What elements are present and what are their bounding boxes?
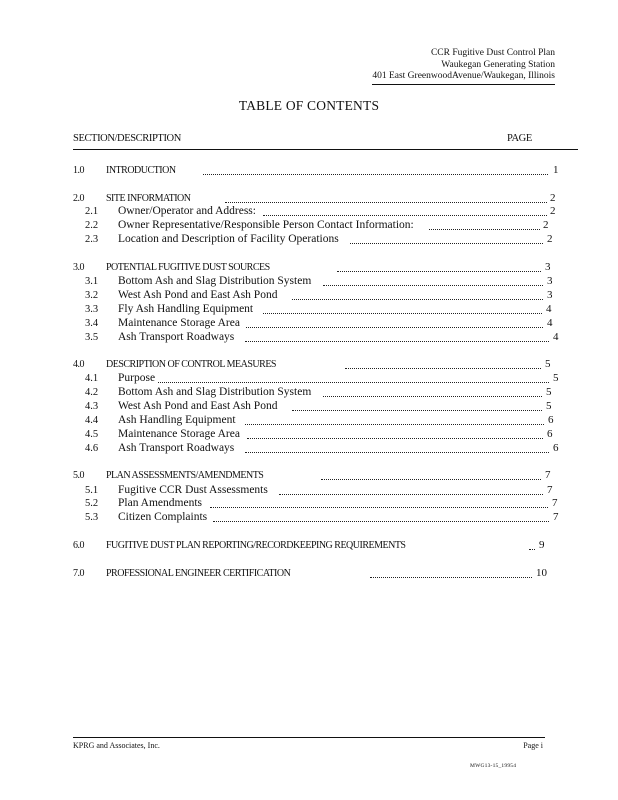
toc-entry-title: Owner/Operator and Address: (118, 205, 256, 217)
dot-leader (337, 261, 541, 272)
toc-entry-number: 4.2 (85, 387, 99, 398)
toc-entry-number: 3.5 (85, 332, 99, 343)
toc-entry-title: PLAN ASSESSMENTS/AMENDMENTS (106, 470, 264, 481)
toc-entry-title: Maintenance Storage Area (118, 317, 240, 329)
toc-entry-page: 5 (545, 358, 551, 370)
page-title: TABLE OF CONTENTS (238, 98, 380, 113)
toc-section-entry (73, 192, 563, 205)
toc-entry-number: 3.0 (73, 262, 84, 273)
toc-entry-title: Purpose (118, 372, 156, 384)
toc-subsection-entry (73, 275, 563, 288)
toc-subsection-entry (73, 400, 563, 413)
dot-leader (245, 331, 549, 342)
toc-entry-page: 5 (546, 400, 552, 412)
toc-entry-number: 6.0 (73, 540, 84, 551)
dot-leader (370, 567, 532, 578)
toc-entry-page: 5 (553, 372, 559, 384)
toc-entry-page: 4 (553, 331, 559, 343)
toc-subsection-entry (73, 233, 563, 246)
toc-section-entry (73, 567, 563, 580)
toc-entry-page: 3 (547, 275, 553, 287)
toc-entry-title: West Ash Pond and East Ash Pond (118, 400, 278, 412)
toc-subsection-entry (73, 484, 563, 497)
toc-entry-title: Bottom Ash and Slag Distribution System (118, 386, 312, 398)
toc-section-entry (73, 539, 563, 552)
toc-subsection-entry (73, 414, 563, 427)
toc-entry-title: Plan Amendments (118, 497, 203, 509)
toc-subsection-entry (73, 372, 563, 385)
toc-subsection-entry (73, 317, 563, 330)
toc-entry-page: 3 (547, 289, 553, 301)
toc-entry-title: DESCRIPTION OF CONTROL MEASURES (106, 359, 276, 370)
toc-entry-title: INTRODUCTION (106, 165, 176, 176)
toc-entry-title: Fugitive CCR Dust Assessments (118, 484, 268, 496)
toc-entry-title: Ash Transport Roadways (118, 331, 235, 343)
toc-entry-page: 9 (539, 539, 545, 551)
toc-entry-title: Location and Description of Facility Operations (118, 233, 339, 245)
toc-entry-page: 6 (547, 428, 553, 440)
dot-leader (279, 484, 543, 495)
toc-entry-number: 3.4 (85, 318, 99, 329)
dot-leader (247, 428, 543, 439)
toc-entry-number: 3.1 (85, 276, 99, 287)
toc-entry-title: Citizen Complaints (118, 511, 208, 523)
dot-leader (245, 442, 549, 453)
toc-entry-number: 3.2 (85, 290, 99, 301)
toc-entry-title: Bottom Ash and Slag Distribution System (118, 275, 312, 287)
toc-entry-number: 1.0 (73, 165, 84, 176)
toc-subsection-entry (73, 497, 563, 510)
dot-leader (203, 164, 548, 175)
toc-entry-title: Ash Transport Roadways (118, 442, 235, 454)
toc-entry-number: 4.6 (85, 443, 99, 454)
header-plan-title: CCR Fugitive Dust Control Plan (430, 48, 555, 58)
toc-entry-number: 4.4 (85, 415, 99, 426)
toc-subsection-entry (73, 303, 563, 316)
toc-subsection-entry (73, 428, 563, 441)
dot-leader (210, 497, 548, 508)
toc-subsection-entry (73, 511, 563, 524)
document-code: MWG13-15_19954 (470, 763, 517, 769)
dot-leader (213, 511, 549, 522)
dot-leader (292, 289, 543, 300)
toc-entry-number: 2.0 (73, 193, 84, 204)
dot-leader (263, 205, 547, 216)
toc-entry-number: 4.3 (85, 401, 99, 412)
toc-subsection-entry (73, 289, 563, 302)
dot-leader (323, 275, 543, 286)
footer-company: KPRG and Associates, Inc. (73, 741, 160, 750)
toc-entry-number: 3.3 (85, 304, 99, 315)
dot-leader (292, 400, 542, 411)
toc-entry-page: 4 (546, 303, 552, 315)
toc-entry-number: 2.3 (85, 234, 99, 245)
toc-entry-number: 4.0 (73, 359, 84, 370)
toc-entry-title: POTENTIAL FUGITIVE DUST SOURCES (106, 262, 270, 273)
toc-entry-page: 7 (553, 511, 559, 523)
dot-leader (321, 469, 541, 480)
dot-leader (225, 192, 547, 203)
dot-leader (323, 386, 542, 397)
toc-entry-page: 1 (553, 164, 559, 176)
dot-leader (345, 358, 541, 369)
toc-entry-number: 5.1 (85, 485, 99, 496)
dot-leader (246, 317, 543, 328)
dot-leader (263, 303, 542, 314)
toc-entry-title: PROFESSIONAL ENGINEER CERTIFICATION (106, 568, 291, 579)
toc-entry-page: 2 (550, 205, 556, 217)
toc-subsection-entry (73, 442, 563, 455)
toc-section-entry (73, 469, 563, 482)
section-column-label: SECTION/DESCRIPTION (73, 133, 181, 144)
toc-entry-number: 2.1 (85, 206, 99, 217)
toc-entry-page: 4 (547, 317, 553, 329)
document-header (372, 48, 555, 85)
header-station: Waukegan Generating Station (441, 59, 555, 70)
toc-entry-title: West Ash Pond and East Ash Pond (118, 289, 278, 301)
toc-section-entry (73, 261, 563, 274)
toc-entry-number: 7.0 (73, 568, 84, 579)
toc-entry-page: 7 (547, 484, 553, 496)
toc-entry-page: 10 (536, 567, 547, 579)
toc-column-header (73, 133, 578, 150)
toc-subsection-entry (73, 219, 563, 232)
page-footer (73, 737, 545, 750)
toc-entry-number: 5.0 (73, 470, 84, 481)
toc-entry-page: 3 (545, 261, 551, 273)
toc-entry-page: 2 (547, 233, 553, 245)
dot-leader (529, 539, 535, 550)
toc-entry-number: 2.2 (85, 220, 99, 231)
toc-subsection-entry (73, 331, 563, 344)
header-address: 401 East GreenwoodAvenue/Waukegan, Illinois (372, 71, 555, 85)
toc-entry-page: 6 (553, 442, 559, 454)
toc-section-entry (73, 358, 563, 371)
toc-entry-title: Fly Ash Handling Equipment (118, 303, 254, 315)
dot-leader (245, 414, 544, 425)
toc-entry-page: 7 (552, 497, 558, 509)
toc-entry-page: 2 (543, 219, 549, 231)
toc-subsection-entry (73, 386, 563, 399)
dot-leader (350, 233, 543, 244)
page-column-label: PAGE (507, 133, 532, 144)
toc-entry-title: Owner Representative/Responsible Person Contact Information: (118, 219, 414, 231)
toc-entry-page: 6 (548, 414, 554, 426)
toc-entry-number: 5.3 (85, 512, 99, 523)
dot-leader (429, 219, 540, 230)
toc-entry-page: 5 (546, 386, 552, 398)
toc-entry-title: FUGITIVE DUST PLAN REPORTING/RECORDKEEPING REQUIREMENTS (106, 540, 406, 551)
toc-entry-number: 4.5 (85, 429, 99, 440)
toc-subsection-entry (73, 205, 563, 218)
toc-entry-number: 4.1 (85, 373, 99, 384)
footer-page-number: Page i (523, 741, 543, 750)
toc-entry-number: 5.2 (85, 498, 99, 509)
toc-entry-title: SITE INFORMATION (106, 193, 191, 204)
toc-entry-title: Ash Handling Equipment (118, 414, 236, 426)
dot-leader (158, 372, 549, 383)
toc-section-entry (73, 164, 563, 177)
toc-entry-page: 7 (545, 469, 551, 481)
toc-entry-page: 2 (550, 192, 556, 204)
toc-entry-title: Maintenance Storage Area (118, 428, 240, 440)
